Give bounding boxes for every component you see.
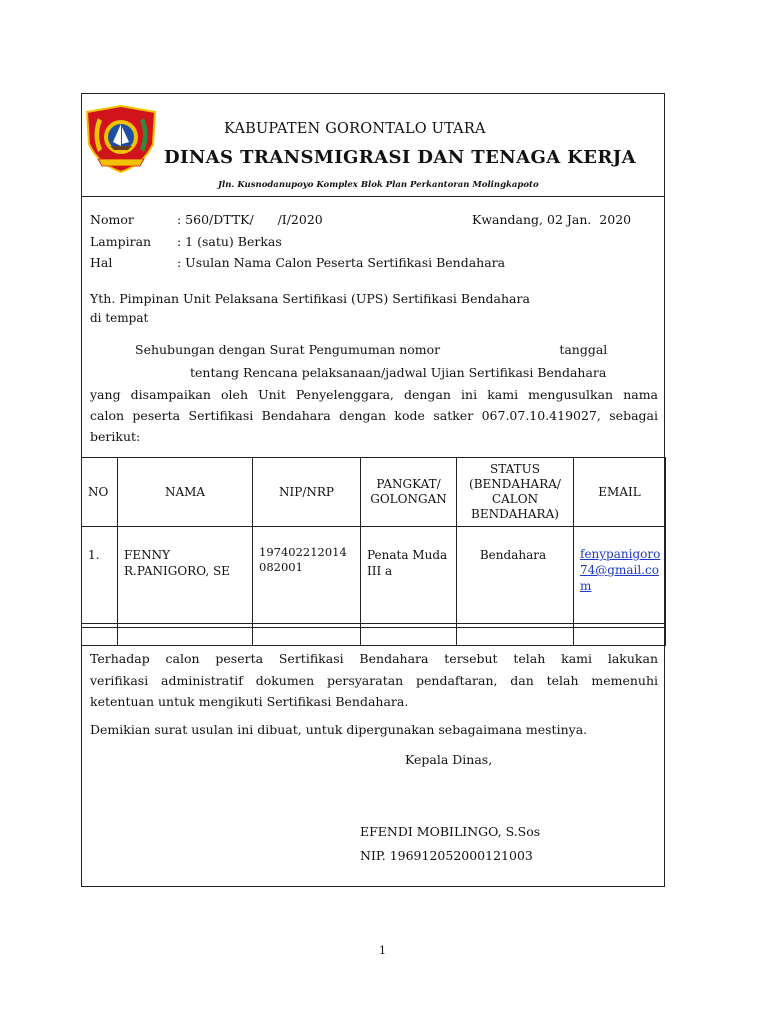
- office-address: Jln. Kusnodanupoyo Komplex Blok Plan Perkantoran Molingkapoto: [218, 180, 539, 190]
- lampiran-label: Lampiran: [90, 234, 152, 249]
- empty-cell: [361, 624, 457, 646]
- regency-emblem-logo: [84, 104, 158, 174]
- cell-no: 1.: [82, 527, 118, 624]
- col-header-no: NO: [82, 458, 118, 527]
- page-number: 1: [379, 944, 386, 957]
- closing-line-2: verifikasi administratif dokumen persyaratan pendaftaran, dan telah memenuhi: [90, 673, 658, 688]
- table-row: [82, 527, 666, 624]
- lampiran-value: : 1 (satu) Berkas: [177, 234, 282, 249]
- nomor-label: Nomor: [90, 212, 134, 227]
- signoff-title: Kepala Dinas,: [405, 752, 493, 767]
- email-link[interactable]: fenypanigoro74@gmail.com: [580, 547, 661, 593]
- closing-line-1: Terhadap calon peserta Sertifikasi Bendahara tersebut telah kami lakukan: [90, 651, 658, 666]
- table-header-row: [82, 458, 666, 527]
- col-header-nip: NIP/NRP: [253, 458, 361, 527]
- empty-cell: [118, 624, 253, 646]
- closing-statement: Demikian surat usulan ini dibuat, untuk dipergunakan sebagaimana mestinya.: [90, 722, 588, 737]
- body-line-2: tentang Rencana pelaksanaan/jadwal Ujian Sertifikasi Bendahara: [190, 365, 607, 380]
- hal-label: Hal: [90, 255, 113, 270]
- col-header-nama: NAMA: [118, 458, 253, 527]
- empty-cell: [82, 624, 118, 646]
- cell-nama: FENNY R.PANIGORO, SE: [118, 527, 253, 624]
- col-header-email: EMAIL: [574, 458, 666, 527]
- closing-line-3: ketentuan untuk mengikuti Sertifikasi Bendahara.: [90, 694, 409, 709]
- cell-pangkat: Penata Muda III a: [361, 527, 457, 624]
- department-name: DINAS TRANSMIGRASI DAN TENAGA KERJA: [164, 147, 637, 168]
- cell-status: Bendahara: [457, 527, 574, 624]
- col-header-status: STATUS (BENDAHARA/ CALON BENDAHARA): [457, 458, 574, 527]
- body-line-4: calon peserta Sertifikasi Bendahara dengan kode satker 067.07.10.419027, sebagai: [90, 408, 658, 423]
- recipient-line: Yth. Pimpinan Unit Pelaksana Sertifikasi (UPS) Sertifikasi Bendahara: [90, 291, 530, 306]
- cell-email: [574, 527, 666, 624]
- nomor-value: : 560/DTTK/ /I/2020: [177, 212, 323, 227]
- cell-nip: 197402212014 082001: [253, 527, 361, 624]
- regency-name: KABUPATEN GORONTALO UTARA: [224, 121, 486, 137]
- body-line-1: Sehubungan dengan Surat Pengumuman nomor tanggal: [135, 342, 608, 357]
- signer-nip: NIP. 196912052000121003: [360, 848, 533, 863]
- candidate-table: [81, 457, 666, 646]
- table-empty-row: [82, 624, 666, 646]
- empty-cell: [457, 624, 574, 646]
- body-line-3: yang disampaikan oleh Unit Penyelenggara, dengan ini kami mengusulkan nama: [90, 387, 658, 402]
- recipient-location: di tempat: [90, 311, 149, 325]
- empty-cell: [574, 624, 666, 646]
- letterhead-divider: [81, 196, 665, 197]
- signer-name: EFENDI MOBILINGO, S.Sos: [360, 824, 541, 839]
- body-line-5: berikut:: [90, 429, 141, 444]
- hal-value: : Usulan Nama Calon Peserta Sertifikasi Bendahara: [177, 255, 506, 270]
- empty-cell: [253, 624, 361, 646]
- col-header-pangkat: PANGKAT/ GOLONGAN: [361, 458, 457, 527]
- place-date: Kwandang, 02 Jan. 2020: [472, 212, 632, 227]
